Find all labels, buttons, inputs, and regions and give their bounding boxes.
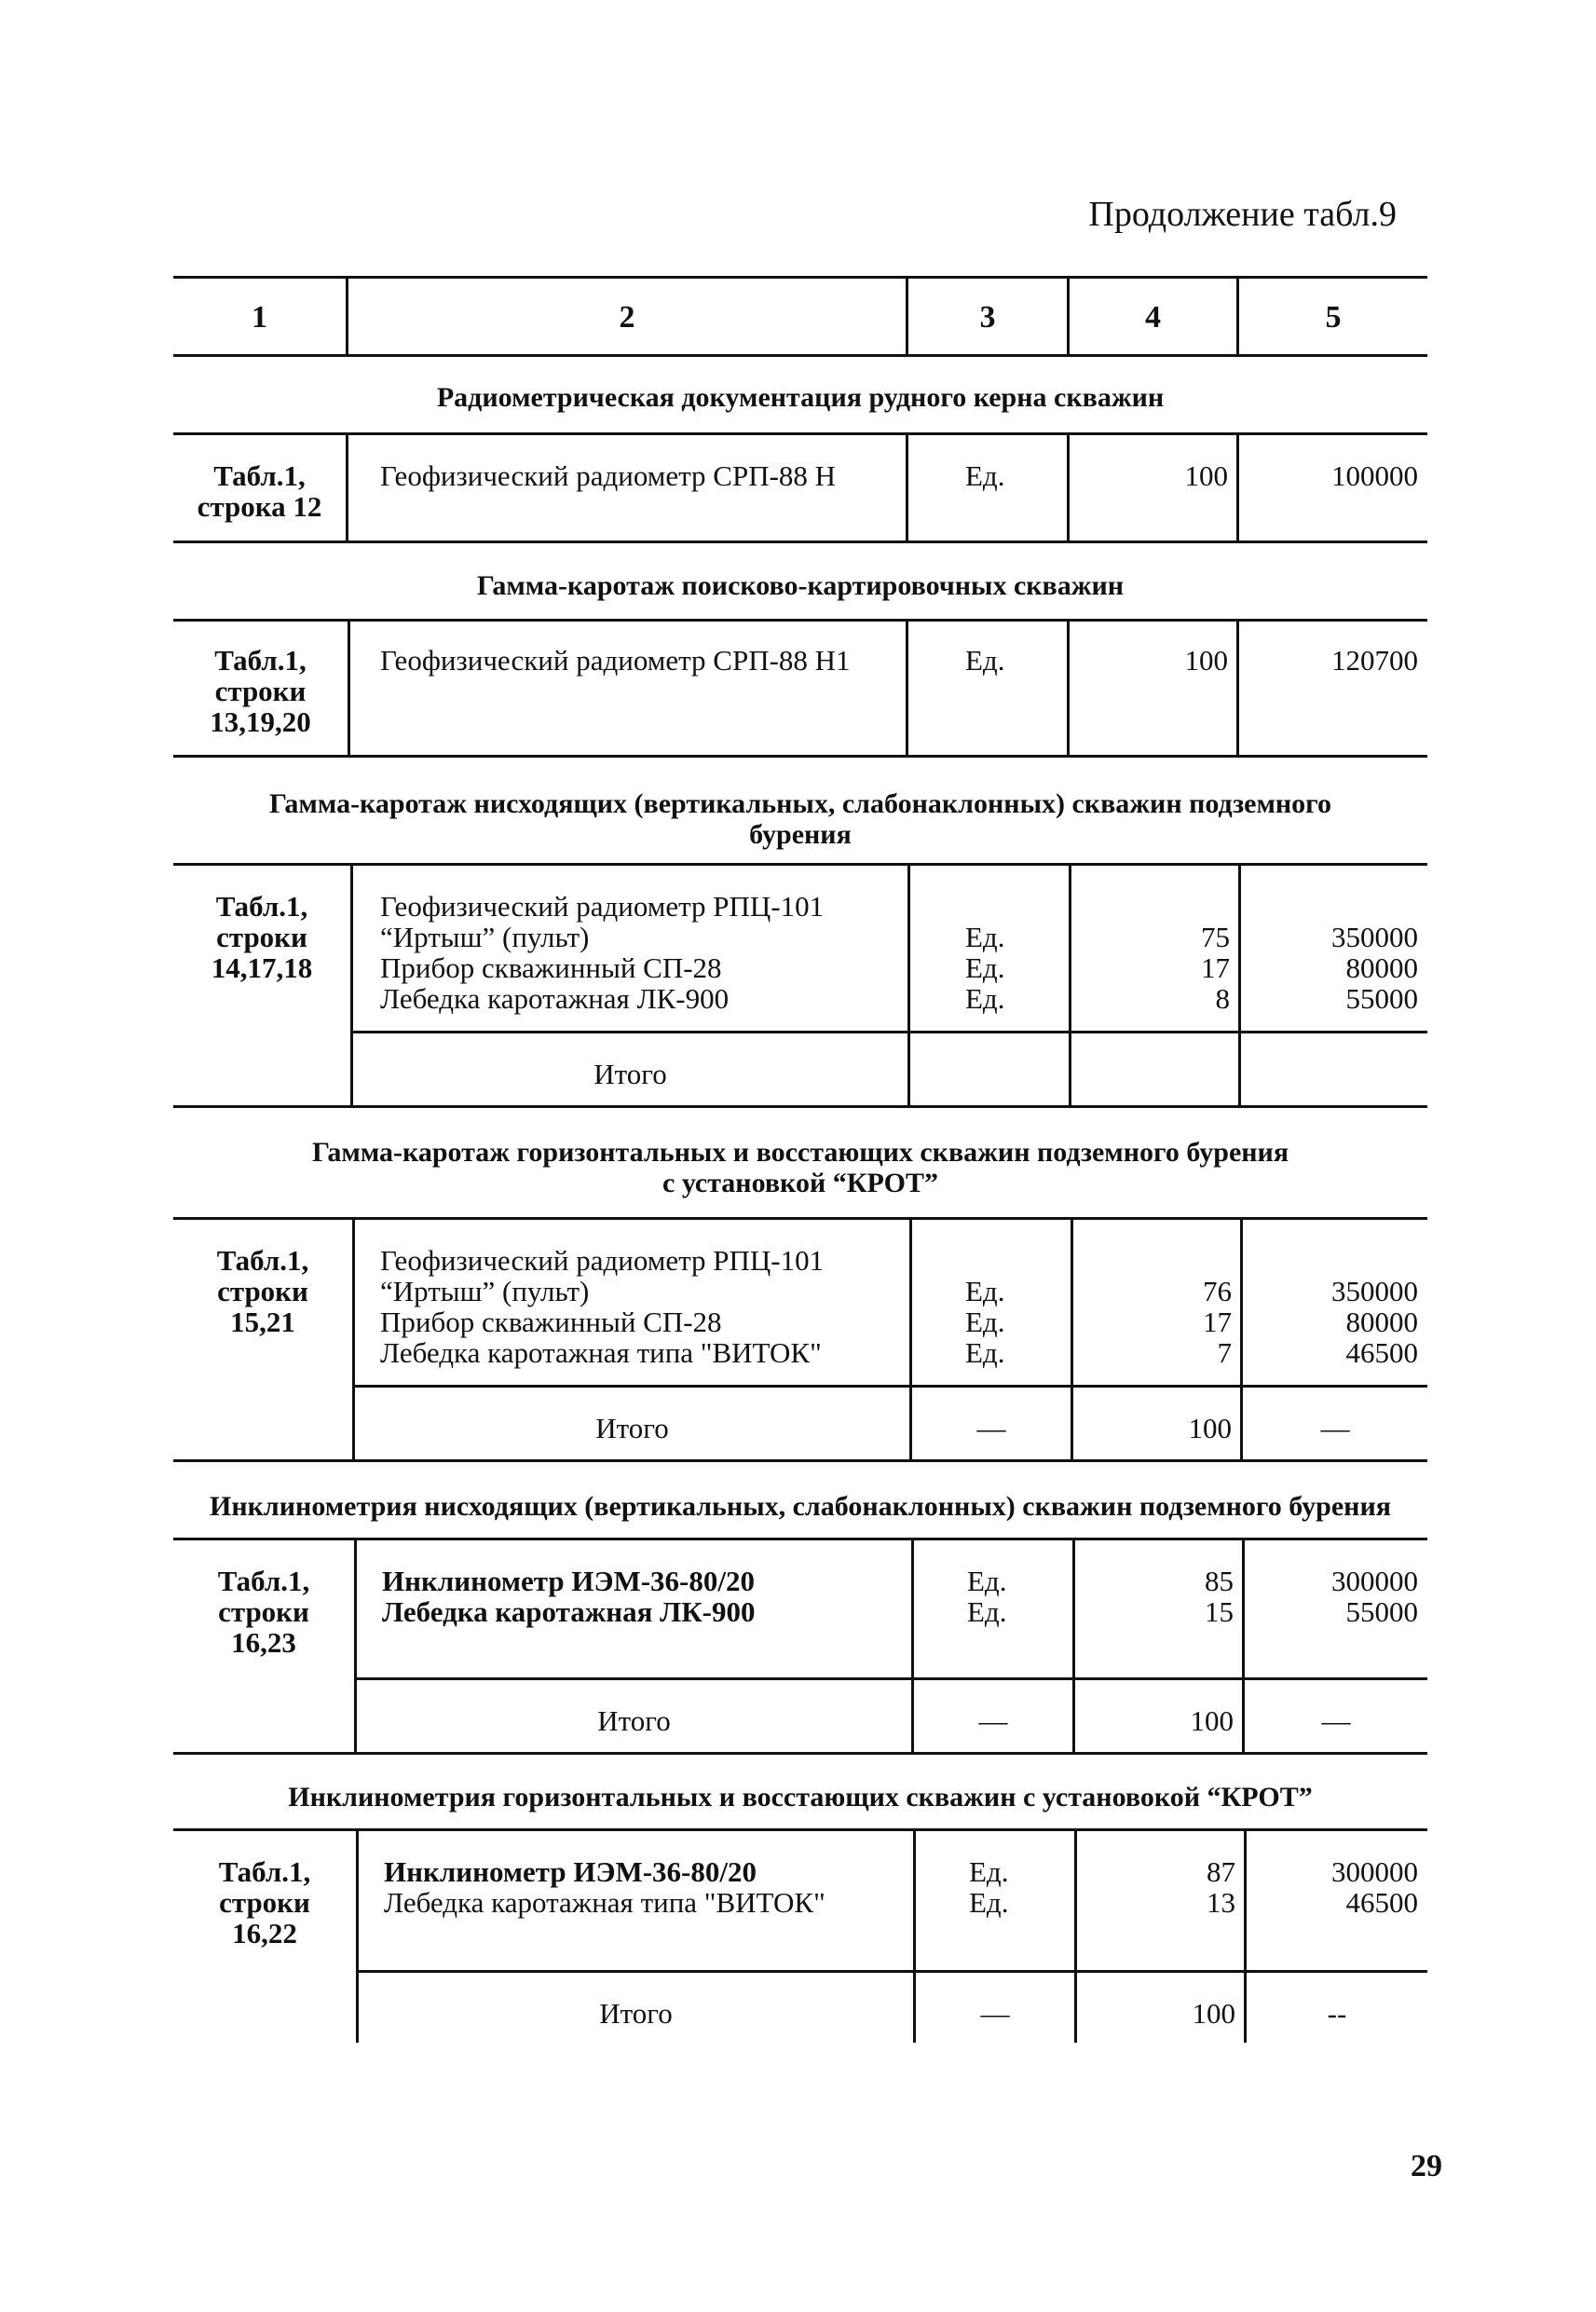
ref-line: строка 12 bbox=[197, 490, 322, 523]
col-divider bbox=[906, 619, 908, 755]
ref-line: 13,19,20 bbox=[210, 705, 311, 738]
price-cell: 100000 bbox=[1331, 459, 1418, 492]
total-rule bbox=[350, 1031, 1427, 1033]
section-title: бурения bbox=[749, 819, 852, 850]
quantity-cell: 15 bbox=[1205, 1595, 1234, 1628]
ref-line: 16,22 bbox=[232, 1917, 297, 1949]
quantity-cell: 8 bbox=[1215, 982, 1230, 1015]
total-label: Итого bbox=[593, 1058, 667, 1090]
equipment-item: Инклинометр ИЭМ-36-80/20 bbox=[382, 1565, 755, 1597]
col-divider bbox=[1236, 619, 1239, 755]
total-price: — bbox=[1321, 1704, 1351, 1737]
section-title: Гамма-каротаж поисково-картировочных скважин bbox=[476, 570, 1125, 601]
ref-line: строки bbox=[217, 1275, 308, 1307]
col-divider bbox=[906, 432, 908, 540]
table-top-rule bbox=[173, 276, 1427, 279]
price-cell: 80000 bbox=[1345, 951, 1418, 984]
total-rule bbox=[356, 1970, 1427, 1973]
header-col-3: 3 bbox=[979, 300, 996, 335]
total-label: Итого bbox=[595, 1412, 669, 1444]
quantity-cell: 13 bbox=[1207, 1886, 1235, 1919]
header-col-2: 2 bbox=[619, 300, 635, 335]
equipment-item: Геофизический радиометр СРП-88 Н1 bbox=[380, 644, 851, 677]
unit-cell: Ед. bbox=[969, 1886, 1009, 1919]
equipment-item: Геофизический радиометр РПЦ-101 bbox=[380, 890, 825, 923]
equipment-item: Прибор скважинный СП-28 bbox=[380, 1306, 722, 1338]
ref-line: Табл.1, bbox=[218, 1855, 311, 1888]
ref-line: Табл.1, bbox=[214, 644, 307, 677]
row-rule bbox=[173, 1752, 1427, 1755]
unit-cell: Ед. bbox=[969, 1855, 1009, 1888]
total-unit: — bbox=[976, 1412, 1006, 1444]
quantity-cell: 76 bbox=[1203, 1275, 1232, 1307]
equipment-item: “Иртыш” (пульт) bbox=[380, 1275, 590, 1307]
section-title: Инклинометрия горизонтальных и восстающих скважин с установокой “КРОТ” bbox=[288, 1782, 1313, 1813]
ref-line: Табл.1, bbox=[216, 1244, 309, 1277]
col-divider bbox=[1236, 432, 1239, 540]
quantity-cell: 17 bbox=[1203, 1306, 1232, 1338]
quantity-cell: 75 bbox=[1201, 921, 1230, 953]
row-rule bbox=[173, 1538, 1427, 1540]
total-quantity: 100 bbox=[1188, 1412, 1232, 1444]
col-divider bbox=[1071, 1217, 1073, 1459]
quantity-cell: 7 bbox=[1217, 1336, 1232, 1369]
row-rule bbox=[173, 619, 1427, 622]
ref-line: строки bbox=[218, 1595, 309, 1628]
unit-cell: Ед. bbox=[965, 1336, 1005, 1369]
total-unit: — bbox=[978, 1704, 1008, 1737]
total-quantity: 100 bbox=[1192, 1997, 1235, 2030]
header-col-5: 5 bbox=[1325, 300, 1342, 335]
unit-cell: Ед. bbox=[965, 459, 1005, 492]
equipment-item: Прибор скважинный СП-28 bbox=[380, 951, 722, 984]
equipment-item: Лебедка каротажная ЛК-900 bbox=[380, 982, 730, 1015]
section-title: Гамма-каротаж нисходящих (вертикальных, слабонаклонных) скважин подземного bbox=[268, 788, 1332, 819]
section-title: с установкой “КРОТ” bbox=[662, 1168, 938, 1198]
equipment-item: Инклинометр ИЭМ-36-80/20 bbox=[384, 1855, 757, 1888]
ref-line: 14,17,18 bbox=[211, 951, 313, 984]
ref-line: Табл.1, bbox=[217, 1565, 310, 1597]
unit-cell: Ед. bbox=[965, 921, 1005, 953]
col-divider bbox=[1072, 1538, 1075, 1752]
col-divider bbox=[348, 619, 350, 755]
col-divider bbox=[346, 432, 348, 540]
ref-line: 16,23 bbox=[231, 1626, 296, 1659]
equipment-item: Лебедка каротажная типа "ВИТОК" bbox=[380, 1336, 822, 1369]
row-rule bbox=[173, 540, 1427, 543]
table-caption: Продолжение табл.9 bbox=[1088, 195, 1397, 234]
unit-cell: Ед. bbox=[965, 644, 1005, 677]
unit-cell: Ед. bbox=[967, 1565, 1007, 1597]
unit-cell: Ед. bbox=[965, 1306, 1005, 1338]
col-divider bbox=[1074, 1828, 1077, 2043]
price-cell: 46500 bbox=[1345, 1336, 1418, 1369]
equipment-item: Геофизический радиометр СРП-88 Н bbox=[380, 459, 837, 492]
unit-cell: Ед. bbox=[965, 982, 1005, 1015]
equipment-item: Геофизический радиометр РПЦ-101 bbox=[380, 1244, 825, 1277]
price-cell: 350000 bbox=[1331, 1275, 1418, 1307]
ref-line: Табл.1, bbox=[215, 890, 308, 923]
row-rule bbox=[173, 1459, 1427, 1462]
row-rule bbox=[173, 432, 1427, 435]
ref-line: строки bbox=[219, 1886, 310, 1919]
header-col-1: 1 bbox=[252, 300, 267, 335]
ref-line: строки bbox=[216, 921, 307, 953]
total-label: Итого bbox=[597, 1704, 671, 1737]
quantity-cell: 100 bbox=[1184, 644, 1228, 677]
header-bottom-rule bbox=[173, 354, 1427, 357]
total-price: -- bbox=[1327, 1997, 1347, 2030]
total-rule bbox=[354, 1677, 1427, 1680]
equipment-item: “Иртыш” (пульт) bbox=[380, 921, 590, 953]
unit-cell: Ед. bbox=[965, 951, 1005, 984]
row-rule bbox=[173, 1828, 1427, 1831]
quantity-cell: 87 bbox=[1207, 1855, 1235, 1888]
price-cell: 55000 bbox=[1345, 982, 1418, 1015]
price-cell: 120700 bbox=[1331, 644, 1418, 677]
section-title: Инклинометрия нисходящих (вертикальных, слабонаклонных) скважин подземного бурения bbox=[210, 1491, 1391, 1522]
quantity-cell: 85 bbox=[1205, 1565, 1234, 1597]
unit-cell: Ед. bbox=[967, 1595, 1007, 1628]
col-divider bbox=[907, 863, 910, 1105]
quantity-cell: 100 bbox=[1184, 459, 1228, 492]
ref-line: 15,21 bbox=[230, 1306, 295, 1338]
price-cell: 46500 bbox=[1345, 1886, 1418, 1919]
total-price: — bbox=[1320, 1412, 1350, 1444]
col-divider bbox=[1067, 619, 1070, 755]
ref-line: строки bbox=[214, 675, 307, 707]
price-cell: 350000 bbox=[1331, 921, 1418, 953]
ref-line: Табл.1, bbox=[213, 459, 306, 492]
col-divider bbox=[1238, 863, 1241, 1105]
row-rule bbox=[173, 1105, 1427, 1108]
section-title: Гамма-каротаж горизонтальных и восстающих скважин подземного бурения bbox=[311, 1137, 1289, 1168]
equipment-item: Лебедка каротажная ЛК-900 bbox=[382, 1595, 756, 1628]
total-unit: — bbox=[980, 1997, 1010, 2030]
price-cell: 300000 bbox=[1331, 1565, 1418, 1597]
row-rule bbox=[173, 755, 1427, 758]
col-divider bbox=[1069, 863, 1071, 1105]
col-divider bbox=[1067, 432, 1070, 540]
quantity-cell: 17 bbox=[1201, 951, 1230, 984]
unit-cell: Ед. bbox=[965, 1275, 1005, 1307]
price-cell: 300000 bbox=[1331, 1855, 1418, 1888]
total-label: Итого bbox=[599, 1997, 673, 2030]
price-cell: 80000 bbox=[1345, 1306, 1418, 1338]
page-number: 29 bbox=[1411, 2149, 1442, 2183]
total-quantity: 100 bbox=[1190, 1704, 1234, 1737]
total-rule bbox=[352, 1385, 1427, 1388]
section-title: Радиометрическая документация рудного керна скважин bbox=[436, 382, 1165, 413]
price-cell: 55000 bbox=[1345, 1595, 1418, 1628]
equipment-item: Лебедка каротажная типа "ВИТОК" bbox=[384, 1886, 825, 1919]
header-col-4: 4 bbox=[1145, 300, 1161, 335]
